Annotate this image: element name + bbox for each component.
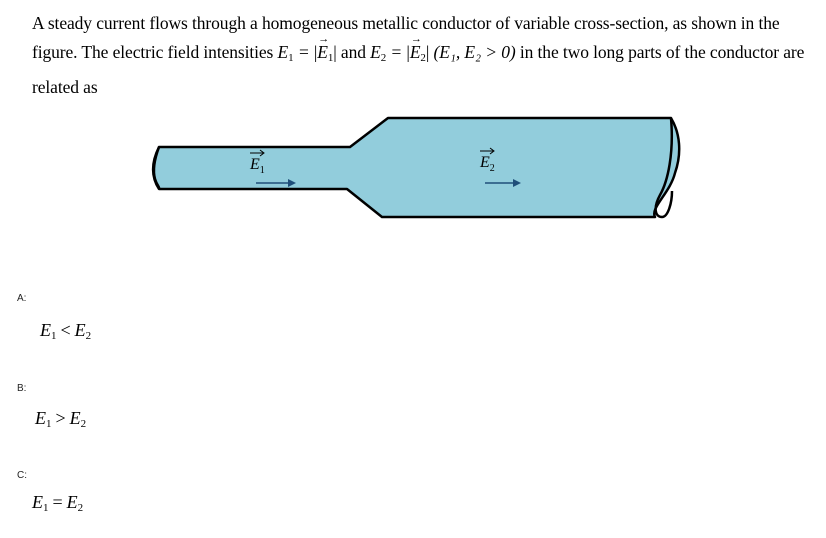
question-text (32, 9, 822, 102)
field1-magnitude: $E_1$ = |→ $E_1|$ (278, 42, 337, 62)
option-c-label: C: (17, 470, 27, 481)
option-b[interactable]: $E_1 > E_2$ (35, 408, 87, 430)
svg-text:E1: $E_1$ (250, 156, 265, 176)
field2-magnitude: $E_2$ = |→ $E_2|$ (370, 42, 429, 62)
option-a[interactable]: $E_1 < E_2$ (40, 320, 92, 342)
question-and: and (340, 42, 371, 62)
svg-text:E2: $E_2$ (480, 154, 495, 174)
conductor-body (153, 118, 679, 217)
conductor-figure (150, 113, 690, 225)
positivity-condition: (E₁, E₂ > 0) (433, 42, 516, 62)
option-b-label: B: (17, 383, 27, 394)
question-intro: A steady current flows through a homogeneous metallic conductor of variable cross-section, as shown in the figure. The electric field intensities (32, 13, 780, 62)
option-c[interactable]: $E_1 = E_2$ (32, 492, 84, 514)
option-a-label: A: (17, 293, 27, 304)
question-ending: in the two long parts of the conductor are related as (32, 42, 805, 97)
